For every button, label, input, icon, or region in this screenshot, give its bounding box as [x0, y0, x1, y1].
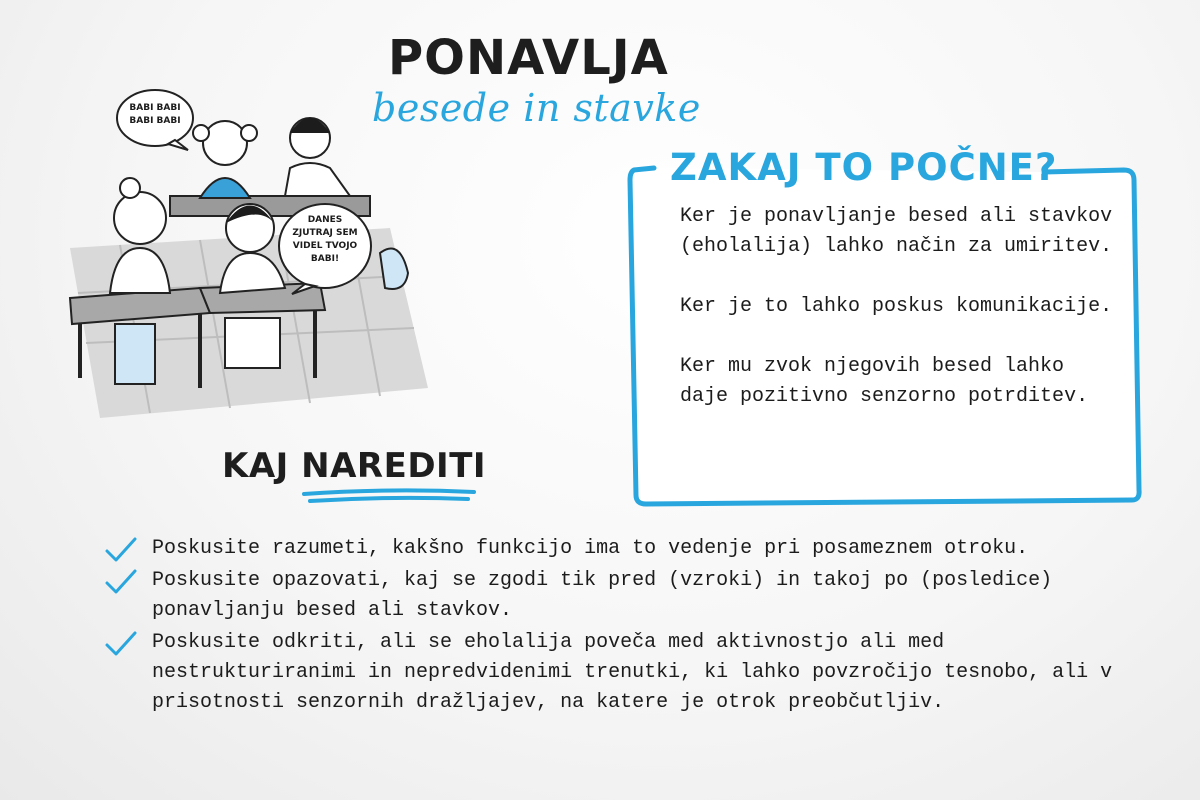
list-item: [100, 628, 1160, 718]
child-legs: [115, 324, 155, 384]
bubble-right-text: DANES ZJUTRAJ SEM VIDEL TVOJO BABI!: [292, 215, 358, 264]
tips-list: [100, 534, 1160, 720]
child-shirt: [285, 163, 350, 196]
classroom-illustration: [60, 88, 430, 428]
backpack: [380, 249, 408, 290]
why-paragraph: Ker je to lahko poskus komunikacije.: [680, 295, 1113, 318]
why-title: ZAKAJ TO POČNE?: [670, 146, 1058, 189]
child-hair: [290, 118, 330, 133]
child-face: [203, 121, 247, 165]
list-item: [100, 566, 1160, 626]
checkmark-icon: [104, 568, 138, 596]
page-subtitle: besede in stavke: [372, 86, 701, 130]
what-to-do-title-plain: KAJ: [222, 446, 302, 486]
title-underline: [300, 486, 480, 506]
why-text: [680, 202, 1120, 442]
bubble-left-text: BABI BABI BABI BABI: [129, 103, 181, 126]
list-item: [100, 534, 1160, 564]
why-paragraph: Ker je ponavljanje besed ali stavkov (eholalija) lahko način za umiritev.: [680, 205, 1113, 258]
tip-text: Poskusite razumeti, kakšno funkcijo ima to vedenje pri posameznem otroku.: [152, 537, 1029, 560]
why-paragraph: Ker mu zvok njegovih besed lahko daje pozitivno senzorno potrditev.: [680, 355, 1089, 408]
tip-text: Poskusite odkriti, ali se eholalija poveča med aktivnostjo ali med nestrukturiranimi in nepredvidenimi trenutki, ki lahko povzročijo tesnobo, ali v prisotnosti senzornih dražljajev, na katere je otrok preobčutljiv.: [152, 631, 1113, 714]
child-legs: [225, 318, 280, 368]
what-to-do-title: [222, 446, 486, 486]
what-to-do-title-underlined: NAREDITI: [301, 446, 487, 486]
child-shirt: [200, 178, 250, 198]
checkmark-icon: [104, 630, 138, 658]
child-face: [114, 192, 166, 244]
classroom-drawing: [60, 88, 430, 428]
tip-text: Poskusite opazovati, kaj se zgodi tik pred (vzroki) in takoj po (posledice) ponavljanju besed ali stavkov.: [152, 569, 1053, 622]
page-title: PONAVLJA: [388, 30, 669, 86]
checkmark-icon: [104, 536, 138, 564]
why-panel: [624, 140, 1144, 515]
